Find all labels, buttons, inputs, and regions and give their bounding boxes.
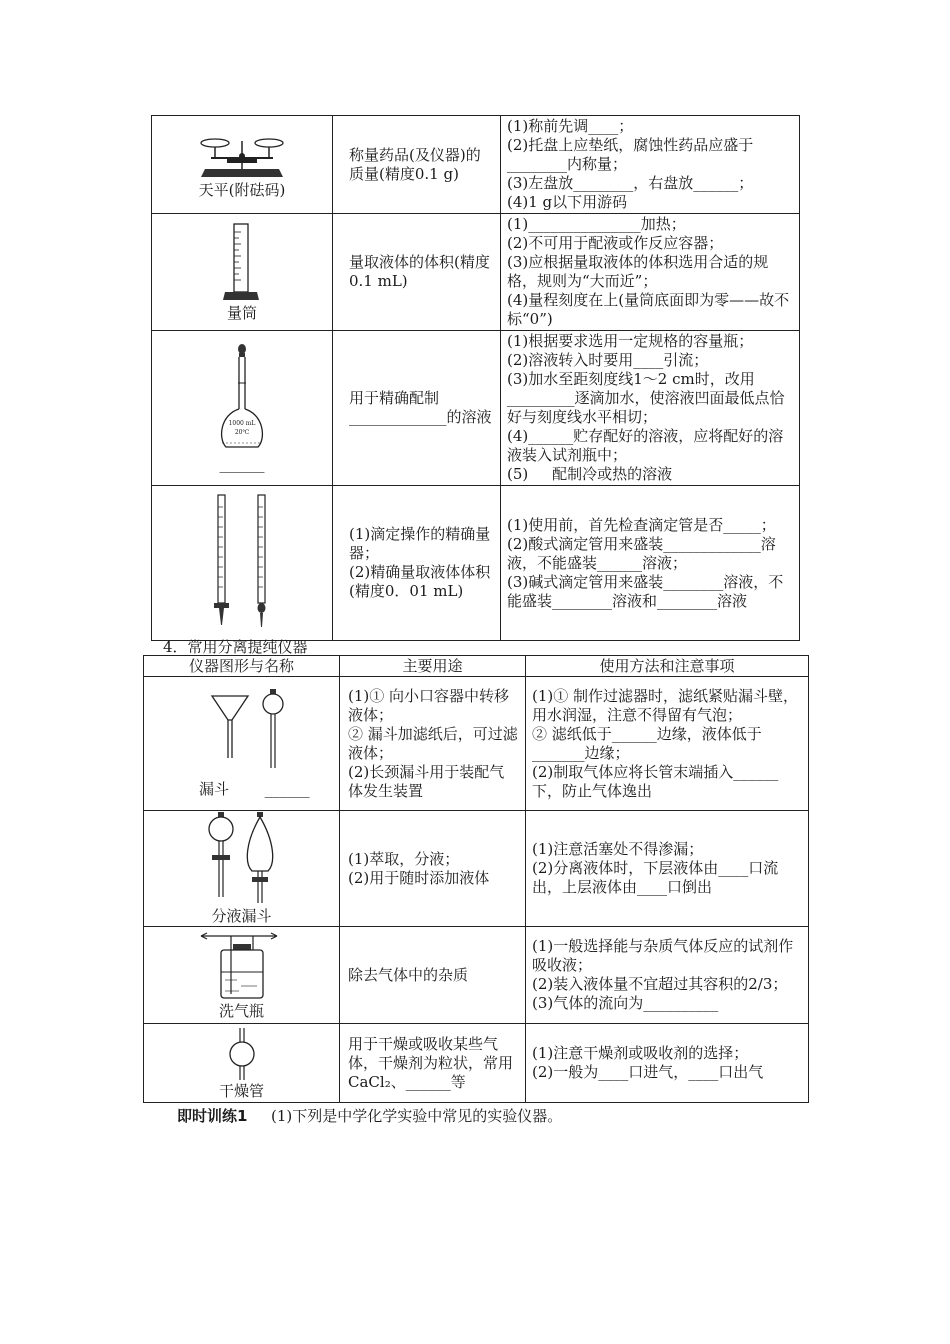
drying-tube-cell bbox=[144, 1024, 340, 1103]
funnels-image bbox=[182, 688, 302, 780]
usage-cell: 用于干燥或吸收某些气体，干燥剂为粒状，常用CaCl₂、______等 bbox=[340, 1024, 526, 1103]
table-row bbox=[152, 214, 800, 331]
balance-cell bbox=[152, 116, 333, 214]
separatory-funnel-cell bbox=[144, 811, 340, 927]
exercise-text: (1)下列是中学化学实验中常见的实验仪器。 bbox=[271, 1107, 563, 1125]
instrument-name: 洗气瓶 bbox=[218, 1001, 264, 1020]
table-header-row bbox=[144, 656, 809, 677]
instrument-name: 分液漏斗 bbox=[211, 907, 272, 925]
notes-cell: (1)一般选择能与杂质气体反应的试剂作吸收液； (2)装入液体量不宜超过其容积的2/3； (3)气体的流向为__________ bbox=[526, 927, 809, 1024]
graduated-cylinder-image bbox=[217, 222, 267, 304]
cylinder-cell bbox=[152, 214, 333, 331]
burette-cell bbox=[152, 486, 333, 641]
usage-cell: 用于精确配制_____________的溶液 bbox=[333, 331, 501, 486]
notes-cell: (1)① 制作过滤器时，滤纸紧贴漏斗壁，用水润湿，注意不得留有气泡； ② 滤纸低于______边缘，液体低于_______边缘； (2)制取气体应将长管末端插入______下，防止气体逸出 bbox=[526, 677, 809, 811]
instrument-name: 漏斗 bbox=[199, 780, 230, 798]
volumetric-flask-cell bbox=[152, 331, 333, 486]
notes-cell: (1)根据要求选用一定规格的容量瓶； (2)溶液转入时要用____引流； (3)加水至距刻度线1～2 cm时，改用_________逐滴加水，使溶液凹面最低点恰好与刻度线水平相切； (4)______贮存配好的溶液，应将配好的溶液装入试剂瓶中； (5) 配制冷或热的溶液 bbox=[501, 331, 800, 486]
gas-washing-bottle-image bbox=[197, 930, 287, 1002]
notes-cell: (1)使用前，首先检查滴定管是否_____； (2)酸式滴定管用来盛装_____________溶液，不能盛装______溶液； (3)碱式滴定管用来盛装________溶液，不能盛装________溶液和________溶液 bbox=[501, 486, 800, 641]
notes-cell: (1)注意干燥剂或吸收剂的选择； (2)一般为____口进气，____口出气 bbox=[526, 1024, 809, 1103]
usage-cell: 除去气体中的杂质 bbox=[340, 927, 526, 1024]
usage-cell: (1)滴定操作的精确量器； (2)精确量取液体体积(精度0．01 mL) bbox=[333, 486, 501, 641]
usage-cell: (1)① 向小口容器中转移液体； ② 漏斗加滤纸后，可过滤液体； (2)长颈漏斗用于装配气体发生装置 bbox=[340, 677, 526, 811]
separatory-funnels-image bbox=[202, 811, 282, 907]
table-row bbox=[152, 116, 800, 214]
usage-cell: 量取液体的体积(精度0.1 mL) bbox=[333, 214, 501, 331]
exercise-intro bbox=[177, 1107, 562, 1126]
instrument-table-1 bbox=[151, 115, 800, 641]
table-row bbox=[144, 677, 809, 811]
instrument-name: 干燥管 bbox=[218, 1081, 264, 1100]
drying-tube-image bbox=[222, 1026, 262, 1082]
section-caption: 4．常用分离提纯仪器 bbox=[163, 638, 308, 656]
burettes-image bbox=[202, 493, 282, 633]
gas-washing-bottle-cell bbox=[144, 927, 340, 1024]
exercise-label: 即时训练1 bbox=[177, 1107, 248, 1125]
balance-image bbox=[197, 129, 287, 181]
notes-cell: (1)称前先调____； (2)托盘上应垫纸，腐蚀性药品应盛于________内称量； (3)左盘放________，右盘放______； (4)1 g以下用游码 bbox=[501, 116, 800, 214]
svg-text:1000 mL: 1000 mL bbox=[228, 419, 256, 427]
table-row bbox=[144, 811, 809, 927]
instrument-name: 量筒 bbox=[226, 303, 257, 322]
column-header: 使用方法和注意事项 bbox=[526, 656, 809, 677]
instrument-name-blank: ______ bbox=[264, 780, 310, 798]
table-row bbox=[144, 1024, 809, 1103]
column-header: 主要用途 bbox=[340, 656, 526, 677]
notes-cell: (1)_______________加热； (2)不可用于配液或作反应容器； (3)应根据量取液体的体积选用合适的规格，规则为“大而近”； (4)量程刻度在上(量筒底面即为零——故不标“0”) bbox=[501, 214, 800, 331]
table-row bbox=[144, 927, 809, 1024]
volumetric-flask-image bbox=[212, 343, 272, 455]
instrument-table-2 bbox=[143, 655, 809, 1103]
funnel-cell bbox=[144, 677, 340, 811]
table-row bbox=[152, 486, 800, 641]
instrument-name-blank: ______ bbox=[219, 454, 265, 473]
table-row bbox=[152, 331, 800, 486]
svg-text:20℃: 20℃ bbox=[234, 428, 250, 436]
usage-cell: (1)萃取，分液； (2)用于随时添加液体 bbox=[340, 811, 526, 927]
notes-cell: (1)注意活塞处不得渗漏； (2)分离液体时，下层液体由____口流出，上层液体由____口倒出 bbox=[526, 811, 809, 927]
column-header: 仪器图形与名称 bbox=[144, 656, 340, 677]
instrument-name: 天平(附砝码) bbox=[198, 181, 286, 199]
usage-cell: 称量药品(及仪器)的质量(精度0.1 g) bbox=[333, 116, 501, 214]
